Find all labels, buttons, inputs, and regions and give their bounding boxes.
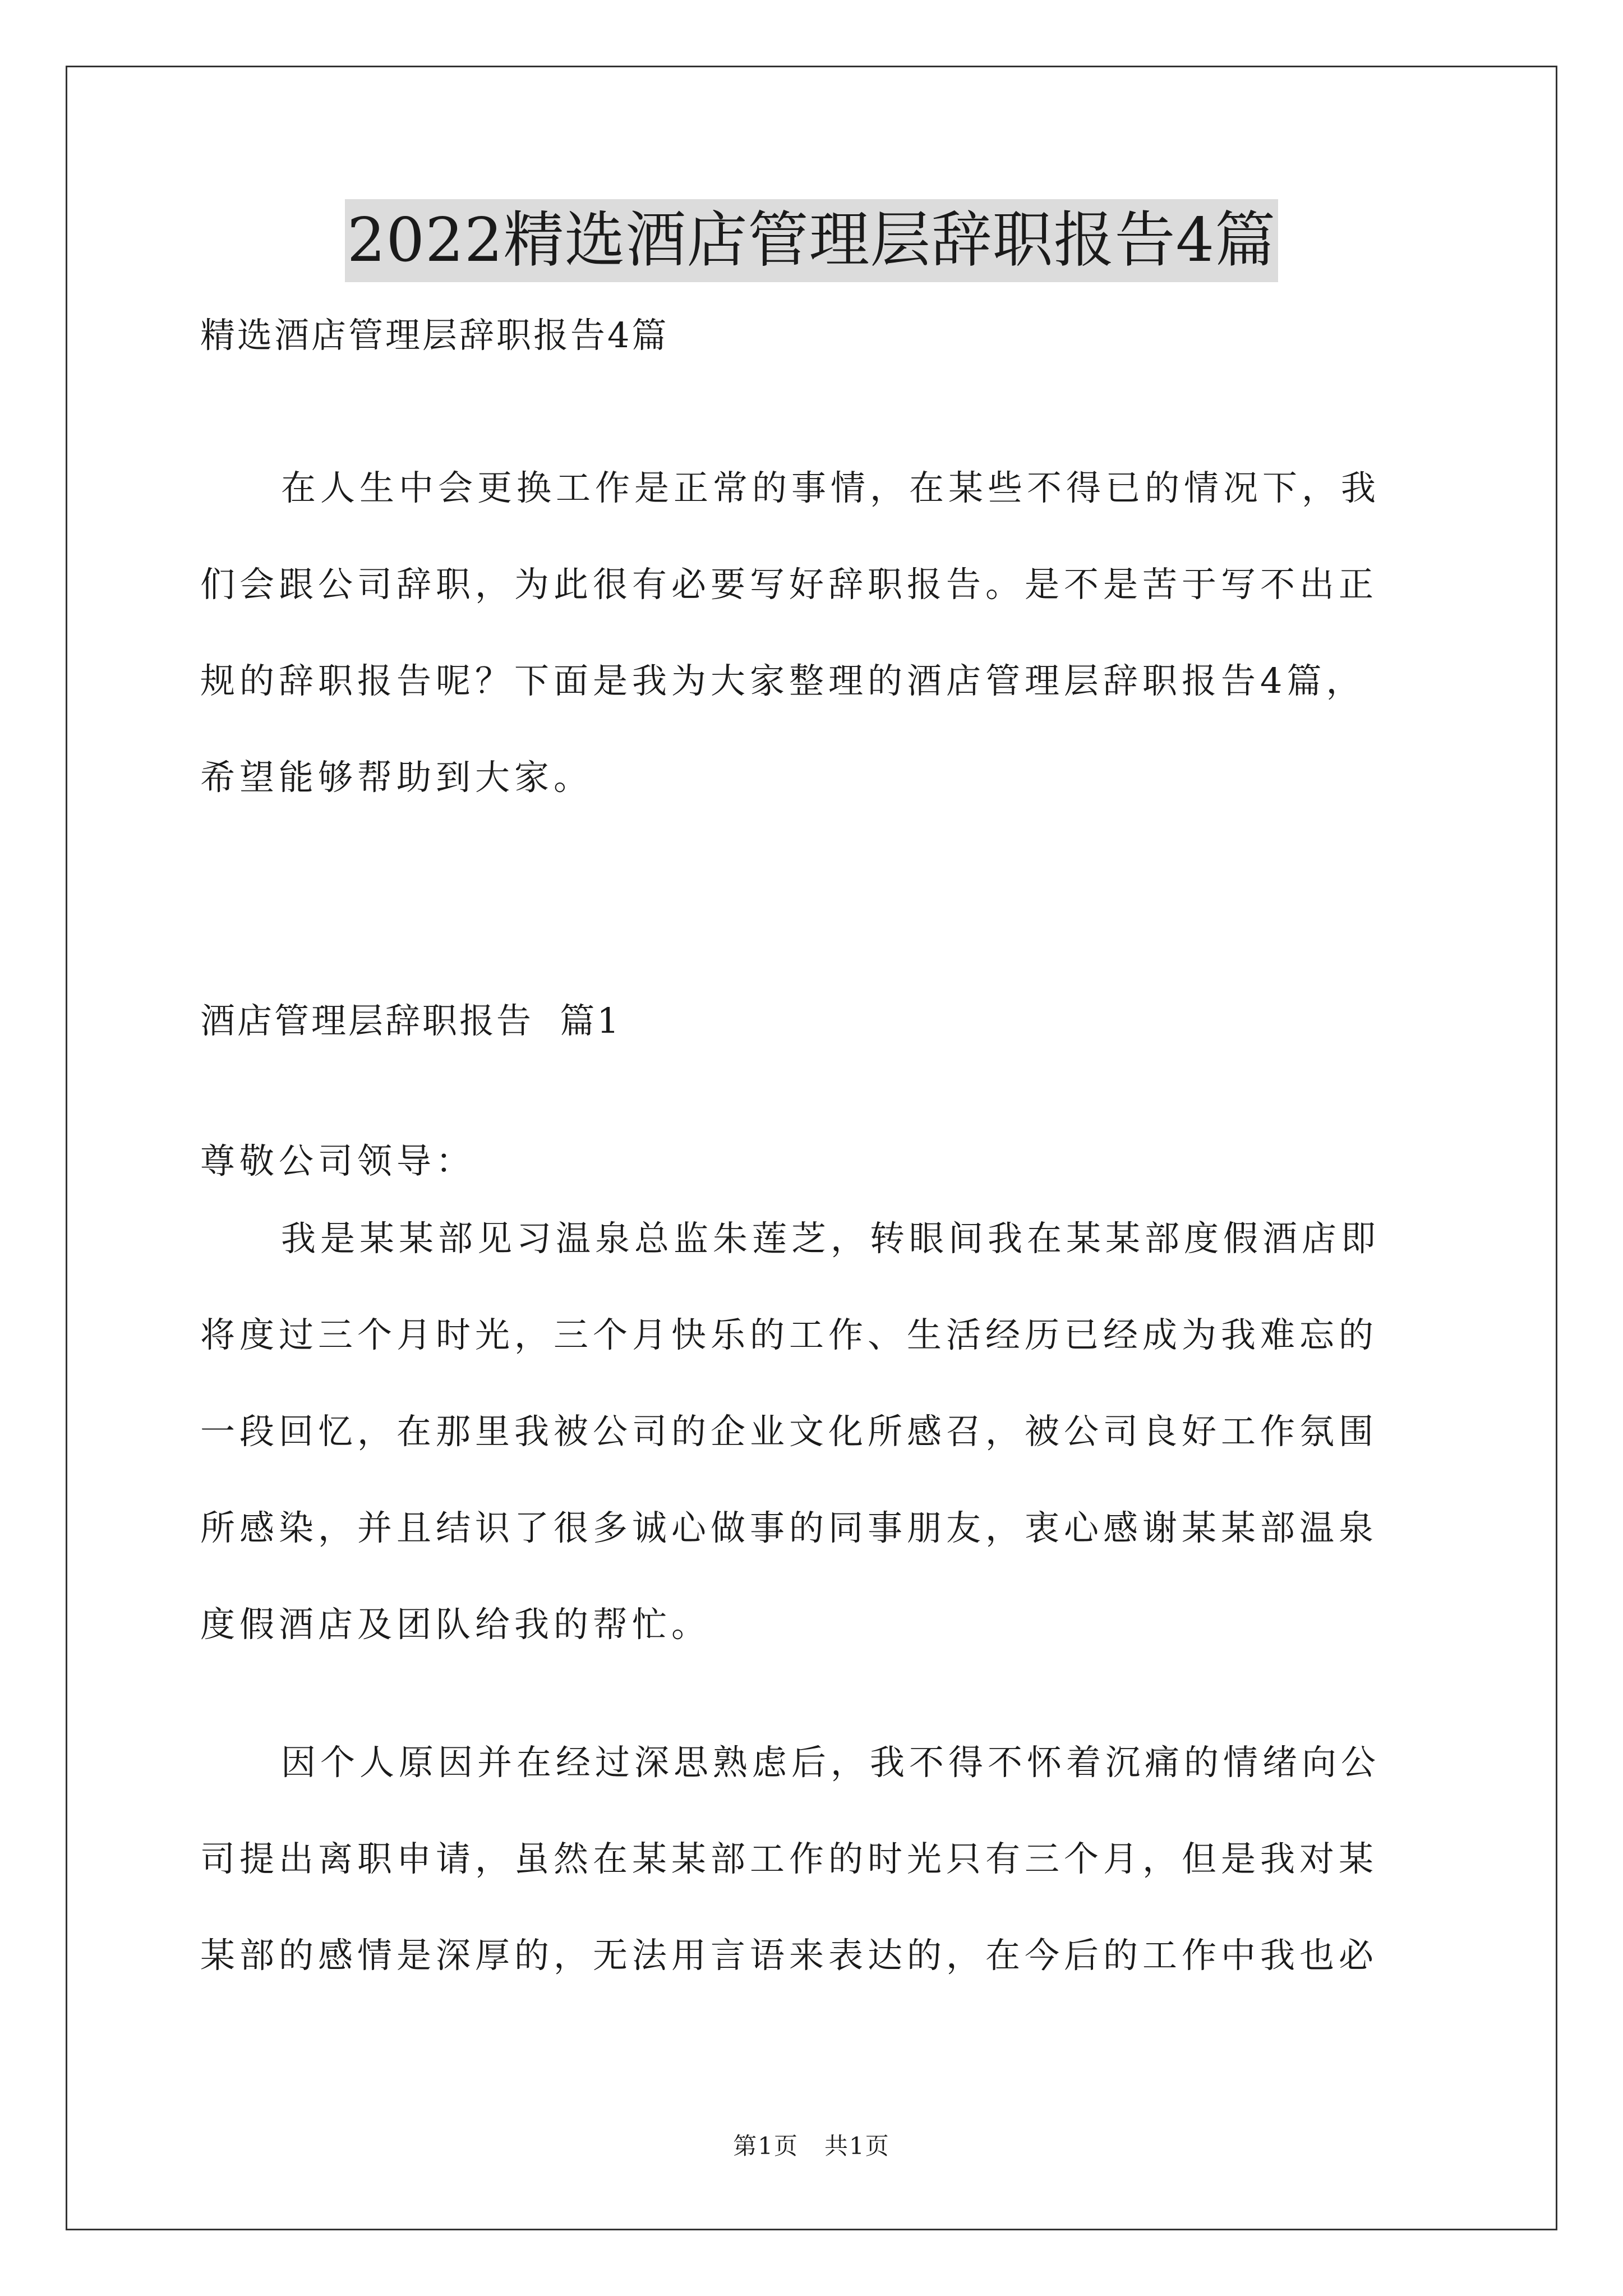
intro-line: 在人生中会更换工作是正常的事情，在某些不得已的情况下，我 <box>281 467 1381 508</box>
paragraph-line: 一段回忆，在那里我被公司的企业文化所感召，被公司良好工作氛围 <box>200 1411 1378 1452</box>
paragraph-line: 将度过三个月时光，三个月快乐的工作、生活经历已经成为我难忘的 <box>200 1314 1378 1355</box>
document-subtitle: 精选酒店管理层辞职报告4篇 <box>200 315 669 356</box>
paragraph-line: 所感染，并且结识了很多诚心做事的同事朋友，衷心感谢某某部温泉 <box>200 1507 1378 1548</box>
paragraph-line: 司提出离职申请，虽然在某某部工作的时光只有三个月，但是我对某 <box>200 1838 1378 1879</box>
intro-line: 们会跟公司辞职，为此很有必要写好辞职报告。是不是苦于写不出正 <box>200 564 1378 605</box>
section-heading: 酒店管理层辞职报告 篇1 <box>200 1000 621 1041</box>
intro-line: 希望能够帮助到大家。 <box>200 757 593 798</box>
paragraph-line: 度假酒店及团队给我的帮忙。 <box>200 1604 711 1645</box>
title-container <box>0 199 1623 282</box>
paragraph-line: 某部的感情是深厚的，无法用言语来表达的，在今后的工作中我也必 <box>200 1935 1378 1976</box>
paragraph-line: 因个人原因并在经过深思熟虑后，我不得不怀着沉痛的情绪向公 <box>281 1742 1381 1783</box>
salutation: 尊敬公司领导： <box>200 1140 476 1181</box>
document-title: 2022精选酒店管理层辞职报告4篇 <box>345 199 1279 282</box>
paragraph-line: 我是某某部见习温泉总监朱莲芝，转眼间我在某某部度假酒店即 <box>281 1218 1381 1259</box>
page-footer: 第1页 共1页 <box>733 2132 890 2160</box>
intro-line: 规的辞职报告呢？下面是我为大家整理的酒店管理层辞职报告4篇， <box>200 660 1366 701</box>
